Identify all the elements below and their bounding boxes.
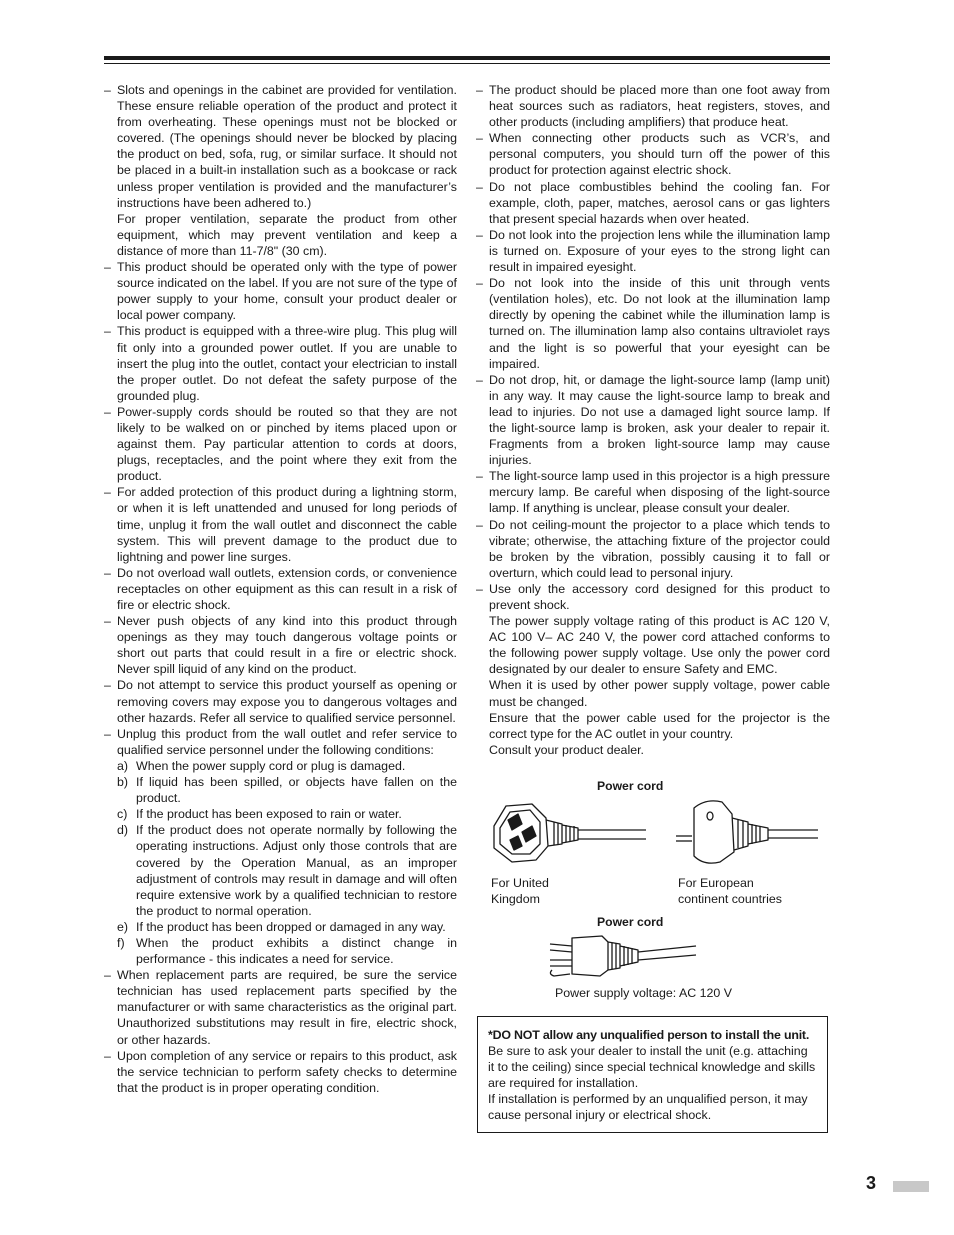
item-text: Do not drop, hit, or damage the light-source lamp (lamp unit) in any way. It may cause the light-source lamp to break and lead to injuries. Do not use a damaged light source lamp. If the light-source lamp is broken, ask your dealer to repair it. Fragments from a broken light-source lamp may cause injuries. [489, 372, 830, 468]
warning-text: If installation is performed by an unqualified person, it may cause personal injury or electrical shock. [488, 1092, 808, 1123]
item-text: Do not look into the inside of this unit through vents (ventilation holes), etc. Do not look at the illumination lamp directly by opening the cabinet while the illumination lamp is turned on. The illumination lamp also contains ultraviolet rays and the light is so powerful that your eyesight can be impaired. [489, 276, 830, 371]
condition-item: e) If the product has been dropped or damaged in any way. [117, 919, 446, 934]
list-item: – This product is equipped with a three-wire plug. This plug will fit only into a grounded power outlet. If you are unable to insert the plug into the outlet, contact your electrician to install the proper outlet. Do not defeat the safety purpose of the grounded plug. [104, 324, 457, 403]
warning-title: *DO NOT allow any unqualified person to install the unit. [488, 1028, 810, 1042]
list-item: – The light-source lamp used in this projector is a high pressure mercury lamp. Be careful when disposing of the light-source lamp. If anything is unclear, please consult your dealer. [476, 469, 830, 516]
item-text: Do not overload wall outlets, extension cords, or convenience receptacles on other equipment as this can result in a risk of fire or electric shock. [117, 565, 457, 612]
item-text: The power supply voltage rating of this product is AC 120 V, AC 100 V– AC 240 V, the power cord attached conforms to the following power supply voltage. Use only the power cord designated by our dealer to ensure Safety and EMC. [489, 614, 830, 677]
item-text: Never push objects of any kind into this product through openings as they may touch dangerous voltage points or short out parts that could result in a fire or electric shock. Never spill liquid of any kind on the product. [117, 614, 457, 677]
us-plug-label: Power supply voltage: AC 120 V [555, 986, 733, 1000]
list-item: – Do not drop, hit, or damage the light-source lamp (lamp unit) in any way. It may cause the light-source lamp to break and lead to injuries. Do not use a damaged light source lamp. If the light-source lamp is broken, ask your dealer to repair it. Fragments from a broken light-source lamp may cause injuries. [476, 372, 830, 468]
list-item: – Upon completion of any service or repairs to this product, ask the service technician to perform safety checks to determine that the product is in proper operating condition. [104, 1048, 457, 1095]
eu-plug-icon [672, 796, 820, 868]
list-item: – Never push objects of any kind into this product through openings as they may touch dangerous voltage points or short out parts that could result in a fire or electric shock. Never spill liquid of any kind on the product. [104, 614, 457, 677]
list-item: – Slots and openings in the cabinet are provided for ventilation. These ensure reliable operation of the product and protect it from overheating. These openings must not be blocked or covered. (The openings should never be blocked by placing the product on bed, sofa, rug, or similar surface. It should not be placed in a built-in installation such as a bookcase or rack unless proper ventilation is provided and the manufacturer’s instructions have been adhered to.) For proper ventilation, separate the product from other equipment, which may prevent ventilation and keep a distance of more than 11-7/8" (30 cm). [104, 83, 457, 258]
condition-item: a) When the power supply cord or plug is damaged. [117, 758, 406, 773]
list-item: – Do not place combustibles behind the cooling fan. For example, cloth, paper, matches, aerosol cans or gas lighters that present special hazards when over heated. [476, 179, 830, 226]
item-text: Upon completion of any service or repairs to this product, ask the service technician to perform safety checks to determine that the product is in proper operating condition. [117, 1048, 457, 1095]
item-text: The product should be placed more than one foot away from heat sources such as radiators, heat registers, stoves, and other products (including amplifiers) that produce heat. [489, 83, 830, 130]
item-text: Do not look into the projection lens while the illumination lamp is turned on. Exposure of your eyes to the strong light can result in impaired eyesight. [489, 227, 830, 275]
page-number: 3 [866, 1173, 877, 1193]
item-text: When connecting other products such as VCR’s, and personal computers, you should turn off the power of this product for protection against electric shock. [489, 131, 830, 178]
uk-plug-label: Kingdom [491, 892, 540, 906]
item-text: When replacement parts are required, be sure the service technician has used replacement parts specified by the manufacturer or with same characteristics as the original part. Unauthorized substitutions may result in fire, electric shock, or other hazards. [117, 968, 457, 1047]
condition-item: f) When the product exhibits a distinct change in performance - this indicates a need for service. [117, 935, 457, 967]
right-column [476, 82, 830, 758]
list-item: – This product should be operated only with the type of power source indicated on the label. If you are not sure of the type of power supply to your home, consult your product dealer or local power company. [104, 260, 457, 323]
eu-plug-label: For European [678, 876, 754, 890]
item-text: Power-supply cords should be routed so that they are not likely to be walked on or pinched by items placed upon or against them. Pay particular attention to cords at doors, plugs, receptacles, and the point where they exit from the product. [117, 404, 457, 484]
header-rule-thin [104, 63, 830, 64]
list-item: – Do not overload wall outlets, extension cords, or convenience receptacles on other equipment as this can result in a risk of fire or electric shock. [104, 565, 457, 612]
eu-plug-label: continent countries [678, 892, 783, 906]
item-text: For proper ventilation, separate the product from other equipment, which may prevent ventilation and keep a distance of more than 11-7/8" (30 cm). [117, 211, 457, 258]
list-item: – For added protection of this product during a lightning storm, or when it is left unattended and unused for long periods of time, unplug it from the wall outlet and disconnect the cable system. This will prevent damage to the product due to lightning and power line surges. [104, 485, 457, 564]
item-text: Slots and openings in the cabinet are provided for ventilation. These ensure reliable operation of the product and protect it from overheating. These openings must not be blocked or covered. (The openings should never be blocked by placing the product on bed, sofa, rug, or similar surface. It should not be placed in a built-in installation such as a bookcase or rack unless proper ventilation is provided and the manufacturer’s instructions have been adhered to.) [117, 83, 457, 210]
list-item: – Use only the accessory cord designed for this product to prevent shock. The power supply voltage rating of this product is AC 120 V, AC 100 V– AC 240 V, the power cord attached conforms to the following power supply voltage. Use only the power cord designated by our dealer to ensure Safety and EMC. When it is used by other power supply voltage, power cable must be changed. Ensure that the power cable used for the projector is the correct type for the AC outlet in your country. Consult your product dealer. [476, 581, 830, 757]
installation-warning-box [477, 1016, 828, 1133]
condition-item: b) If liquid has been spilled, or objects have fallen on the product. [117, 775, 457, 806]
page-tab-marker [893, 1181, 929, 1192]
header-rule [104, 56, 830, 60]
item-text: Ensure that the power cable used for the projector is the correct type for the AC outlet in your country. [489, 710, 830, 741]
item-text: Consult your product dealer. [489, 742, 644, 757]
uk-plug-icon [488, 798, 648, 870]
list-item: – The product should be placed more than one foot away from heat sources such as radiators, heat registers, stoves, and other products (including amplifiers) that produce heat. [476, 83, 830, 130]
item-text: Unplug this product from the wall outlet and refer service to qualified service personnel under the following conditions: [117, 726, 457, 757]
item-text: This product should be operated only with the type of power source indicated on the label. If you are not sure of the type of power supply to your home, consult your product dealer or local power company. [117, 260, 457, 323]
list-item: – When connecting other products such as VCR’s, and personal computers, you should turn off the power of this product for protection against electric shock. [476, 131, 830, 178]
list-item: – Do not look into the inside of this unit through vents (ventilation holes), etc. Do not look at the illumination lamp directly by opening the cabinet while the illumination lamp is turned on. The illumination lamp also contains ultraviolet rays and the light is so powerful that your eyesight can be impaired. [476, 276, 830, 371]
figure-caption-bottom: Power cord [597, 915, 664, 929]
us-plug-icon [546, 930, 698, 980]
item-text: When it is used by other power supply voltage, power cable must be changed. [489, 678, 830, 709]
list-item: – Power-supply cords should be routed so that they are not likely to be walked on or pinched by items placed upon or against them. Pay particular attention to cords at doors, plugs, receptacles, and the point where they exit from the product. [104, 404, 457, 484]
condition-list [117, 758, 457, 967]
list-item: – Unplug this product from the wall outlet and refer service to qualified service personnel under the following conditions: a) When the power supply cord or plug is damaged. b) If liquid has been spilled, or objects have fallen on the product. c) If the product has been exposed to rain or water. d) If the product does not operate normally by following the operating instructions. Adjust only those controls that are covered by the Operation Manual, as an improper adjustment of controls may result in damage and will often require extensive work by a qualified technician to restore the product to normal operation. e) If the product has been dropped or damaged in any way. f) When the product exhibits a distinct change in performance - this indicates a need for service. [104, 726, 457, 967]
item-text: For added protection of this product during a lightning storm, or when it is left unattended and unused for long periods of time, unplug it from the wall outlet and disconnect the cable system. This will prevent damage to the product due to lightning and power line surges. [117, 485, 457, 564]
item-text: Do not place combustibles behind the cooling fan. For example, cloth, paper, matches, aerosol cans or gas lighters that present special hazards when over heated. [489, 179, 830, 226]
item-text: Do not attempt to service this product yourself as opening or removing covers may expose you to dangerous voltages and other hazards. Refer all service to qualified service personnel. [117, 678, 457, 725]
warning-text: Be sure to ask your dealer to install the unit (e.g. attaching it to the ceiling) since special technical knowledge and skills are required for installation. [488, 1044, 816, 1091]
figure-caption-top: Power cord [597, 779, 664, 793]
item-text: The light-source lamp used in this projector is a high pressure mercury lamp. Be careful when disposing of the light-source lamp. If anything is unclear, please consult your dealer. [489, 469, 830, 516]
list-item: – Do not look into the projection lens while the illumination lamp is turned on. Exposure of your eyes to the strong light can result in impaired eyesight. [476, 227, 830, 275]
left-column [104, 82, 457, 1096]
item-text: This product is equipped with a three-wire plug. This plug will fit only into a grounded power outlet. If you are unable to insert the plug into the outlet, contact your electrician to install the proper outlet. Do not defeat the safety purpose of the grounded plug. [117, 324, 457, 403]
item-text: Use only the accessory cord designed for this product to prevent shock. [489, 581, 830, 612]
list-item: – Do not ceiling-mount the projector to a place which tends to vibrate; otherwise, the attaching fixture of the projector could be broken by the vibration, possibly causing it to fall or overturn, which could lead to personal injury. [476, 517, 830, 580]
condition-item: d) If the product does not operate normally by following the operating instructions. Adjust only those controls that are covered by the Operation Manual, as an improper adjustment of controls may result in damage and will often require extensive work by a qualified technician to restore the product to normal operation. [117, 823, 457, 918]
list-item: – When replacement parts are required, be sure the service technician has used replacement parts specified by the manufacturer or with same characteristics as the original part. Unauthorized substitutions may result in fire, electric shock, or other hazards. [104, 968, 457, 1047]
uk-plug-label: For United [491, 876, 549, 890]
list-item: – Do not attempt to service this product yourself as opening or removing covers may expose you to dangerous voltages and other hazards. Refer all service to qualified service personnel. [104, 678, 457, 725]
power-cord-figure [476, 774, 830, 1006]
condition-item: c) If the product has been exposed to rain or water. [117, 807, 402, 822]
item-text: Do not ceiling-mount the projector to a place which tends to vibrate; otherwise, the attaching fixture of the projector could be broken by the vibration, possibly causing it to fall or overturn, which could lead to personal injury. [489, 517, 830, 580]
